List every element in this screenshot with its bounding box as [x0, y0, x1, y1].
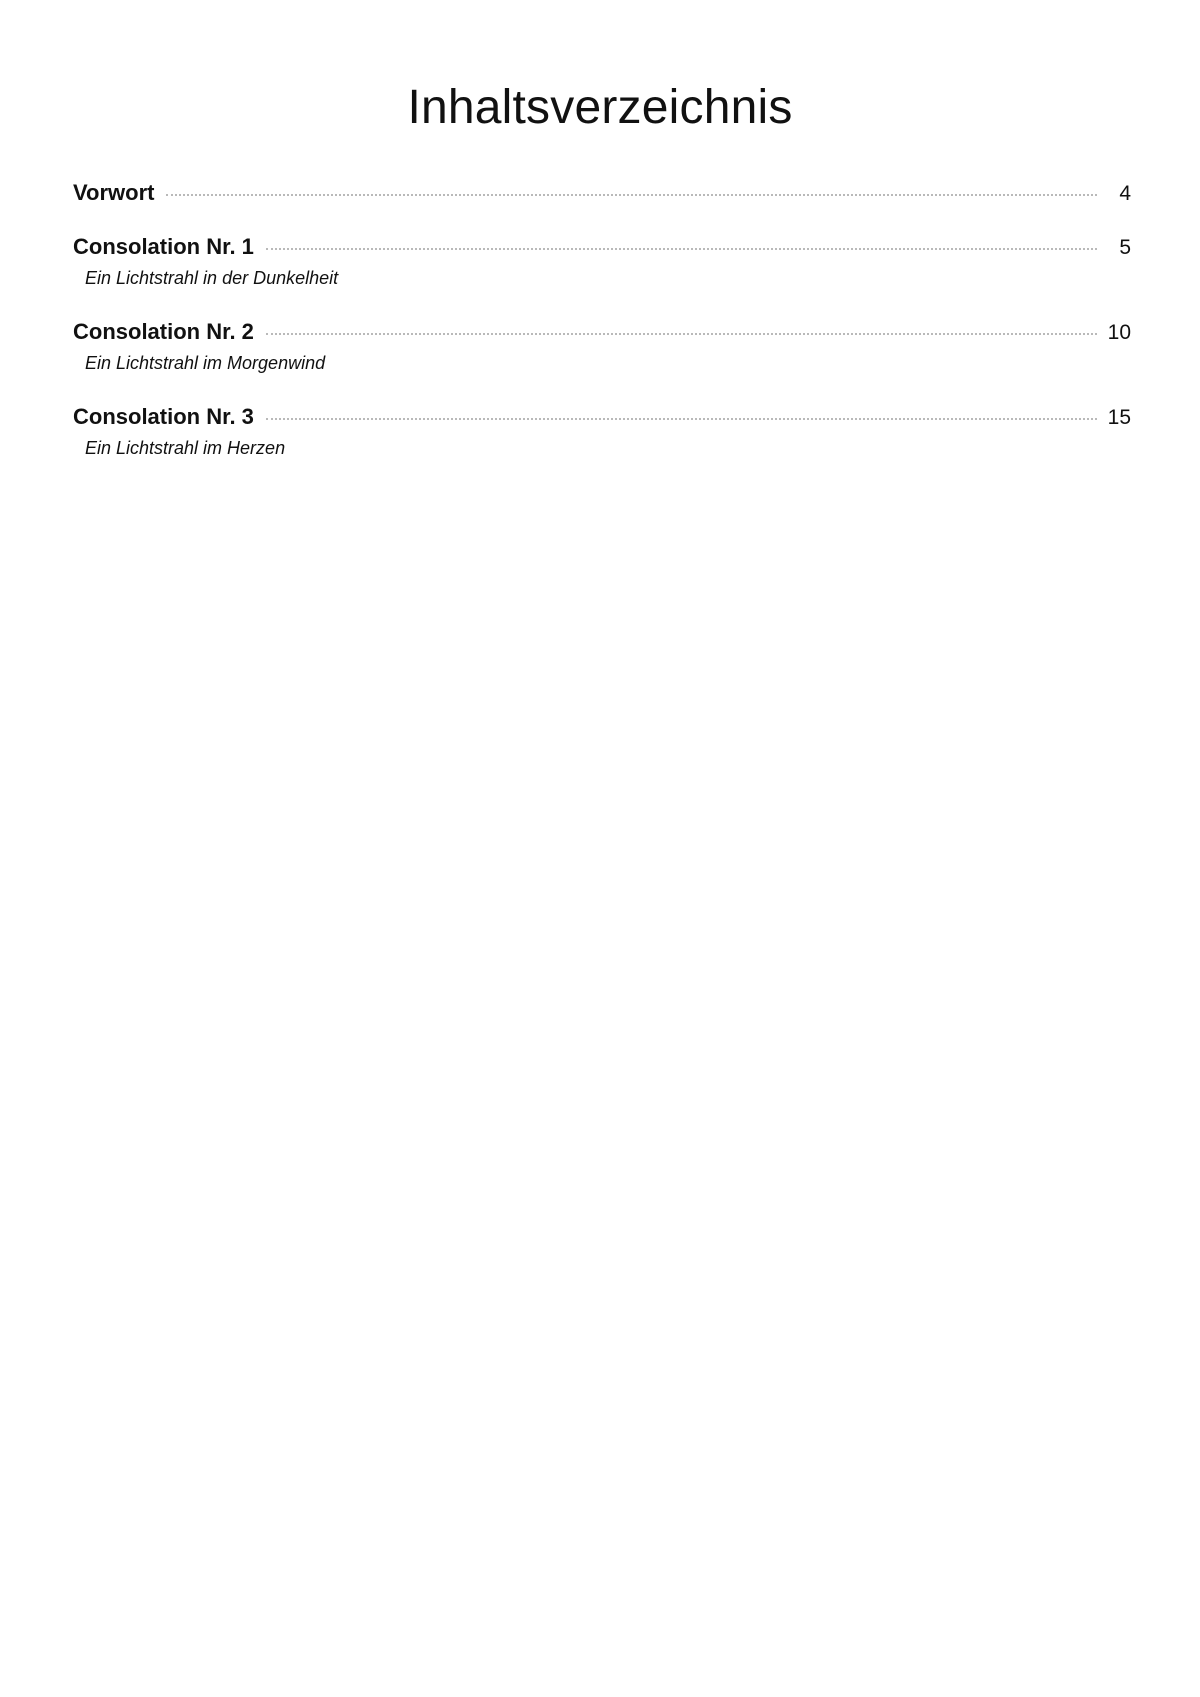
- toc-entry-line: [73, 319, 1131, 351]
- toc-entry-heading: Consolation Nr. 1: [73, 234, 254, 259]
- toc-entry-subtitle: Ein Lichtstrahl in der Dunkelheit: [85, 268, 339, 288]
- dot-leader: [266, 248, 1097, 250]
- dot-leader: [266, 333, 1097, 335]
- page-title: Inhaltsverzeichnis: [407, 81, 793, 134]
- toc-entry-subtitle: Ein Lichtstrahl im Herzen: [85, 438, 286, 458]
- toc-entry-consolation-1[interactable]: [73, 234, 1131, 290]
- toc-entry-consolation-3[interactable]: [73, 404, 1131, 460]
- toc-entry-line: [73, 180, 1131, 212]
- toc-entry-heading: Consolation Nr. 2: [73, 319, 254, 344]
- toc-entry-heading: Vorwort: [73, 180, 155, 205]
- toc-entry-heading: Consolation Nr. 3: [73, 404, 254, 429]
- toc-entry-page-number: 10: [1107, 321, 1131, 344]
- toc-entry-page-number: 15: [1107, 406, 1131, 429]
- toc-entry-line: [73, 234, 1131, 266]
- toc-entry-subtitle: Ein Lichtstrahl im Morgenwind: [85, 353, 326, 373]
- toc-entry-line: [73, 404, 1131, 436]
- dot-leader: [266, 418, 1097, 420]
- toc-entry-page-number: 4: [1119, 182, 1131, 205]
- toc-entry-vorwort[interactable]: [73, 180, 1131, 212]
- dot-leader: [166, 194, 1097, 196]
- toc-entry-page-number: 5: [1119, 236, 1131, 259]
- toc-entry-consolation-2[interactable]: [73, 319, 1131, 375]
